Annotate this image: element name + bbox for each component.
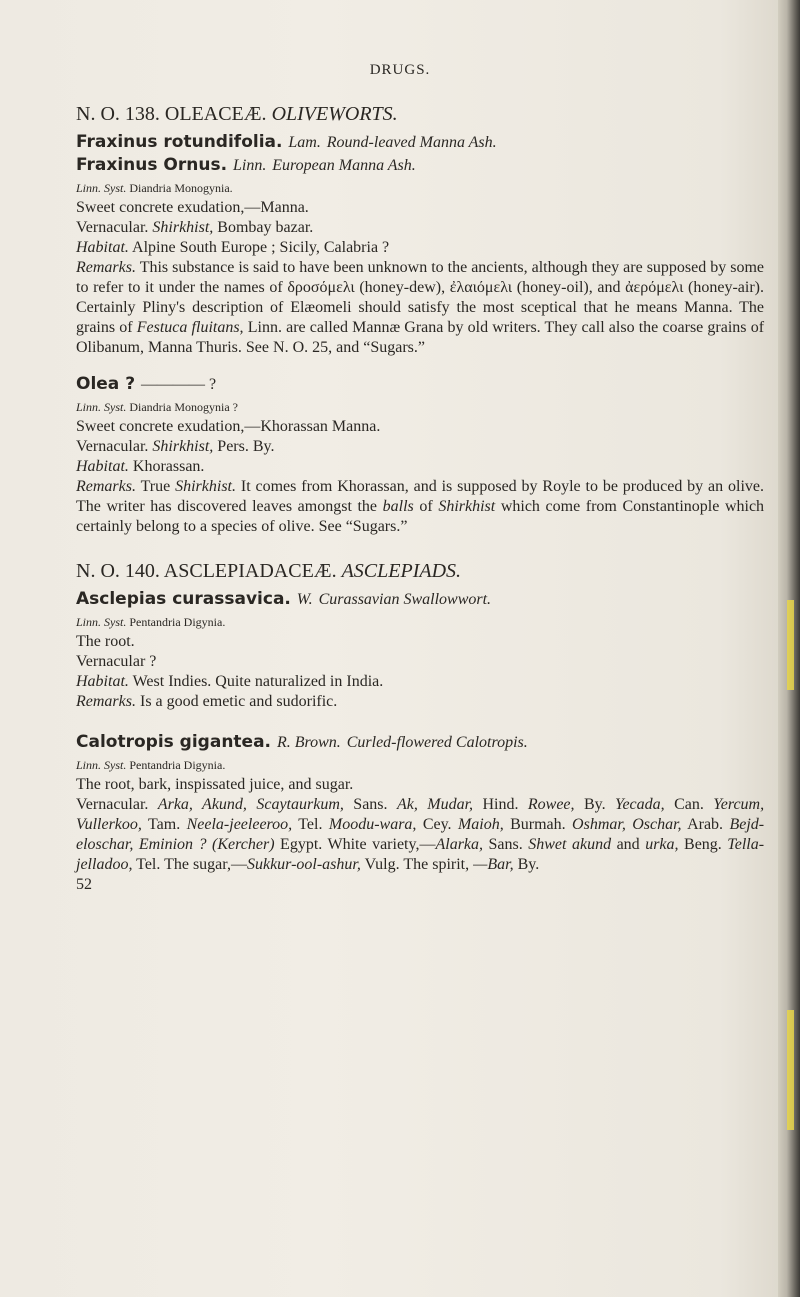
vern-name: Yercum, Vullerkoo, xyxy=(76,796,765,833)
vern-name: Shwet akund xyxy=(528,836,612,853)
species-name: Olea ? xyxy=(76,374,136,394)
book-spine-edge xyxy=(778,0,800,1297)
species-name: Calotropis gigantea. xyxy=(76,732,272,752)
vern-lang: Egypt. xyxy=(280,836,323,853)
order-name: ASCLEPIADACEÆ. xyxy=(163,560,337,582)
sugar-label: The sugar,— xyxy=(164,856,247,873)
remarks-italic: Shirkhist. xyxy=(175,478,236,495)
label: Habitat. xyxy=(76,458,129,475)
vern-lang: Arab. xyxy=(687,816,724,833)
vern-name: Neela-jeeleeroo, xyxy=(186,816,293,833)
asclepias-product: The root. xyxy=(76,633,135,650)
remarks-text: of xyxy=(419,498,433,515)
remarks-text: which come from Constantinople which certainly belong to a species of olive. See “Sugars.” xyxy=(76,498,765,535)
species-authority: Linn. xyxy=(232,157,267,174)
remarks-italic: Festuca fluitans, xyxy=(136,319,244,336)
remarks-text: Is a good emetic and sudorific. xyxy=(139,693,338,710)
linn-prefix: Linn. Syst. xyxy=(76,615,127,629)
label: Remarks. xyxy=(76,478,136,495)
calotropis-vernacular xyxy=(76,795,764,875)
vernacular-rest: Bombay bazar. xyxy=(217,219,314,236)
label: Habitat. xyxy=(76,239,129,256)
linn-prefix: Linn. Syst. xyxy=(76,400,127,414)
calotropis-product: The root, bark, inspissated juice, and sugar. xyxy=(76,776,354,793)
vernacular-name: Shirkhist, xyxy=(152,219,214,236)
remarks-text: True xyxy=(140,478,171,495)
vern-lang: Tel. xyxy=(298,816,323,833)
manna-habitat xyxy=(76,238,764,258)
vern-lang: Can. xyxy=(674,796,704,813)
linn-class: Diandria Monogynia ? xyxy=(129,400,238,414)
label: Vernacular. xyxy=(76,219,149,236)
habitat-text: West Indies. Quite naturalized in India. xyxy=(132,673,384,690)
linn-class: Diandria Monogynia. xyxy=(129,181,233,195)
order-number: N. O. 140. xyxy=(76,560,160,582)
vern-lang: Burmah. xyxy=(510,816,566,833)
vern-lang: Tel. xyxy=(136,856,161,873)
species-english: Curassavian Swallowwort. xyxy=(318,591,492,608)
manna-vernacular xyxy=(76,218,764,238)
label: Remarks. xyxy=(76,693,136,710)
olea-vernacular xyxy=(76,437,764,457)
species-authority: R. Brown. xyxy=(276,734,341,751)
vern-lang: Beng. xyxy=(684,836,722,853)
order-number: N. O. 138. xyxy=(76,103,160,125)
species-name: Asclepias curassavica. xyxy=(76,589,291,609)
vern-name: Rowee, xyxy=(527,796,575,813)
linn-class: Pentandria Digynia. xyxy=(129,758,226,772)
species-fraxinus-rotundifolia xyxy=(76,132,764,153)
species-english: European Manna Ash. xyxy=(272,157,416,174)
species-authority: Lam. xyxy=(288,134,321,151)
manna-remarks xyxy=(76,258,764,358)
asclepias-vernacular: Vernacular ? xyxy=(76,653,157,670)
remarks-text: Linn. are called Mannæ Grana by old writers. They call also the coarse grains of Olibanum, Manna Thuris. See N. O. 25, and “Sugars.” xyxy=(76,319,765,356)
species-fraxinus-ornus xyxy=(76,155,764,176)
linnaean-system xyxy=(76,397,764,417)
habitat-text: Alpine South Europe ; Sicily, Calabria ? xyxy=(132,239,390,256)
species-calotropis xyxy=(76,732,764,753)
vern-lang: Hind. xyxy=(482,796,519,813)
order-name: OLEACEÆ. xyxy=(164,103,267,125)
vern-name: —Bar, xyxy=(473,856,514,873)
olea-remarks xyxy=(76,477,764,537)
asclepias-remarks xyxy=(76,692,764,712)
order-english: OLIVEWORTS. xyxy=(271,103,398,125)
running-head: DRUGS. xyxy=(369,62,431,78)
label: Vernacular. xyxy=(76,438,149,455)
label: Remarks. xyxy=(76,259,136,276)
label: Vernacular. xyxy=(76,796,149,813)
remarks-italic: balls xyxy=(382,498,414,515)
page-edge-stain xyxy=(787,600,794,690)
remarks-text: It comes from Khorassan, and is supposed by Royle to be produced by an olive. The writer has discovered leaves amongst the xyxy=(76,478,765,515)
page-number: 52 xyxy=(76,876,92,893)
vernacular-name: Shirkhist, xyxy=(152,438,214,455)
habitat-text: Khorassan. xyxy=(132,458,205,475)
linnaean-system xyxy=(76,755,764,775)
vern-lang: Vulg. xyxy=(364,856,400,873)
vern-lang: and xyxy=(616,836,640,853)
vern-lang: Sans. xyxy=(353,796,388,813)
white-variety: White variety,— xyxy=(327,836,436,853)
order-heading-140 xyxy=(76,559,764,583)
species-english: Round-leaved Manna Ash. xyxy=(326,134,497,151)
species-name: Fraxinus rotundifolia. xyxy=(76,132,283,152)
linnaean-system xyxy=(76,178,764,198)
vern-lang: By. xyxy=(583,796,606,813)
species-olea xyxy=(76,374,764,395)
vern-name: urka, xyxy=(645,836,679,853)
vern-name: Sukkur-ool-ashur, xyxy=(246,856,361,873)
species-authority: W. xyxy=(296,591,313,608)
linn-class: Pentandria Digynia. xyxy=(129,615,226,629)
species-name: Fraxinus Ornus. xyxy=(76,155,228,175)
vern-name: Yecada, xyxy=(615,796,665,813)
vern-name: Arka, Akund, Scaytaurkum, xyxy=(157,796,344,813)
vern-lang: Tam. xyxy=(148,816,181,833)
vern-lang: Cey. xyxy=(422,816,452,833)
remarks-italic: Shirkhist xyxy=(438,498,496,515)
vern-name: Ak, Mudar, xyxy=(396,796,474,813)
asclepias-habitat xyxy=(76,672,764,692)
order-heading-138 xyxy=(76,102,764,126)
page-content xyxy=(76,62,764,895)
vern-name: Oshmar, Oschar, xyxy=(572,816,682,833)
vern-lang: Sans. xyxy=(488,836,523,853)
vern-name: Moodu-wara, xyxy=(328,816,417,833)
olea-habitat xyxy=(76,457,764,477)
species-english: Curled-flowered Calotropis. xyxy=(346,734,528,751)
vern-name: (Kercher) xyxy=(212,836,275,853)
vern-name: Bejd-eloschar, Eminion ? xyxy=(76,816,765,853)
vernacular-rest: Pers. By. xyxy=(217,438,275,455)
linnaean-system xyxy=(76,612,764,632)
vern-name: Tella-jelladoo, xyxy=(76,836,765,873)
spirit-label: The spirit, xyxy=(403,856,470,873)
linn-prefix: Linn. Syst. xyxy=(76,758,127,772)
remarks-text: This substance is said to have been unknown to the ancients, although they are supposed by some to refer to it under the names of δροσόμελι (honey-dew), ἐλαιόμελι (honey-oil), and ἀερόμελι (honey-air). Certainly Pliny's description of Elæomeli should satisfy the most sceptical that he means Manna. The grains of xyxy=(76,259,765,336)
linn-prefix: Linn. Syst. xyxy=(76,181,127,195)
vern-lang: By. xyxy=(517,856,540,873)
page-edge-stain xyxy=(787,1010,794,1130)
species-dash: ———— ? xyxy=(140,376,217,393)
species-asclepias xyxy=(76,589,764,610)
vern-name: Alarka, xyxy=(435,836,484,853)
order-english: ASCLEPIADS. xyxy=(341,560,462,582)
label: Habitat. xyxy=(76,673,129,690)
vern-name: Maioh, xyxy=(457,816,504,833)
manna-product: Sweet concrete exudation,—Manna. xyxy=(76,199,309,216)
olea-product: Sweet concrete exudation,—Khorassan Manna. xyxy=(76,418,381,435)
